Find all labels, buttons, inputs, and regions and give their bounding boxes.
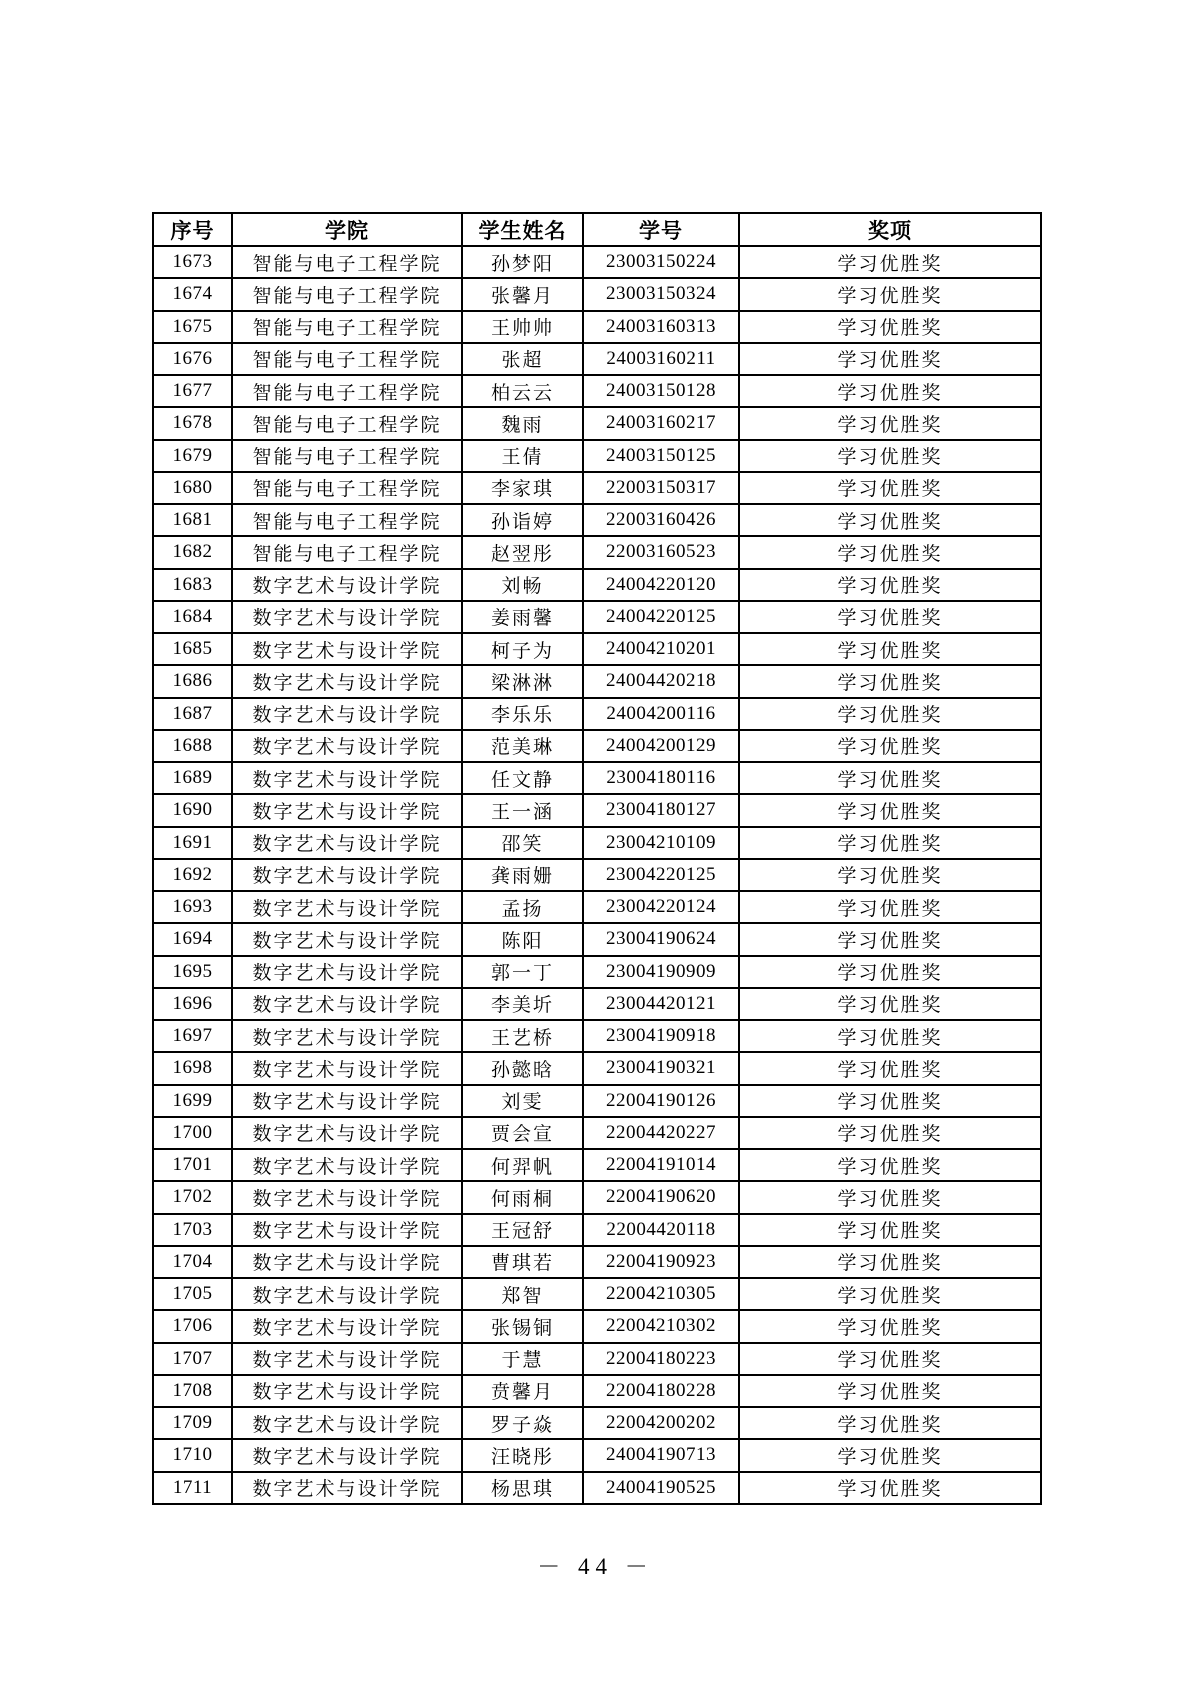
cell-college: 数字艺术与设计学院 xyxy=(232,698,462,730)
cell-student_id: 23004190909 xyxy=(583,956,739,988)
cell-student_id: 24004190713 xyxy=(583,1439,739,1471)
cell-college: 数字艺术与设计学院 xyxy=(232,988,462,1020)
cell-student_id: 22004200202 xyxy=(583,1407,739,1439)
cell-student_id: 24003150128 xyxy=(583,375,739,407)
cell-name: 何羿帆 xyxy=(462,1149,583,1181)
table-row xyxy=(153,762,1041,794)
cell-student_id: 22004180223 xyxy=(583,1343,739,1375)
cell-college: 数字艺术与设计学院 xyxy=(232,1375,462,1407)
cell-student_id: 23003150324 xyxy=(583,278,739,310)
cell-index: 1686 xyxy=(153,665,232,697)
cell-name: 郑智 xyxy=(462,1278,583,1310)
award-table-container xyxy=(152,212,1042,1505)
cell-name: 曹琪若 xyxy=(462,1246,583,1278)
cell-student_id: 23004220124 xyxy=(583,891,739,923)
cell-index: 1689 xyxy=(153,762,232,794)
cell-award: 学习优胜奖 xyxy=(739,891,1041,923)
cell-award: 学习优胜奖 xyxy=(739,1310,1041,1342)
cell-name: 王冠舒 xyxy=(462,1214,583,1246)
cell-name: 杨思琪 xyxy=(462,1472,583,1505)
table-row xyxy=(153,1085,1041,1117)
column-header-student-id: 学号 xyxy=(583,213,739,246)
cell-award: 学习优胜奖 xyxy=(739,536,1041,568)
cell-award: 学习优胜奖 xyxy=(739,311,1041,343)
cell-student_id: 22004190126 xyxy=(583,1085,739,1117)
cell-award: 学习优胜奖 xyxy=(739,246,1041,278)
cell-student_id: 22004190620 xyxy=(583,1181,739,1213)
cell-student_id: 22004180228 xyxy=(583,1375,739,1407)
table-row xyxy=(153,859,1041,891)
column-header-name: 学生姓名 xyxy=(462,213,583,246)
cell-index: 1705 xyxy=(153,1278,232,1310)
cell-name: 孟扬 xyxy=(462,891,583,923)
cell-index: 1683 xyxy=(153,569,232,601)
cell-college: 智能与电子工程学院 xyxy=(232,504,462,536)
cell-name: 王帅帅 xyxy=(462,311,583,343)
cell-student_id: 24004220125 xyxy=(583,601,739,633)
cell-college: 智能与电子工程学院 xyxy=(232,407,462,439)
cell-student_id: 22004190923 xyxy=(583,1246,739,1278)
table-row xyxy=(153,988,1041,1020)
page-number: － 44 － xyxy=(537,1554,654,1579)
cell-name: 刘雯 xyxy=(462,1085,583,1117)
cell-index: 1710 xyxy=(153,1439,232,1471)
header-row xyxy=(153,213,1041,246)
cell-award: 学习优胜奖 xyxy=(739,988,1041,1020)
table-row xyxy=(153,827,1041,859)
cell-student_id: 22004210302 xyxy=(583,1310,739,1342)
cell-award: 学习优胜奖 xyxy=(739,1343,1041,1375)
cell-college: 数字艺术与设计学院 xyxy=(232,1020,462,1052)
cell-student_id: 23004210109 xyxy=(583,827,739,859)
cell-index: 1673 xyxy=(153,246,232,278)
cell-index: 1675 xyxy=(153,311,232,343)
table-row xyxy=(153,1181,1041,1213)
cell-student_id: 23004190624 xyxy=(583,923,739,955)
cell-award: 学习优胜奖 xyxy=(739,278,1041,310)
cell-name: 王艺桥 xyxy=(462,1020,583,1052)
cell-college: 数字艺术与设计学院 xyxy=(232,923,462,955)
cell-award: 学习优胜奖 xyxy=(739,633,1041,665)
cell-college: 数字艺术与设计学院 xyxy=(232,633,462,665)
cell-college: 智能与电子工程学院 xyxy=(232,343,462,375)
cell-student_id: 24004200129 xyxy=(583,730,739,762)
cell-college: 数字艺术与设计学院 xyxy=(232,730,462,762)
cell-name: 李家琪 xyxy=(462,472,583,504)
cell-index: 1692 xyxy=(153,859,232,891)
cell-award: 学习优胜奖 xyxy=(739,956,1041,988)
cell-name: 罗子焱 xyxy=(462,1407,583,1439)
table-row xyxy=(153,665,1041,697)
cell-college: 数字艺术与设计学院 xyxy=(232,762,462,794)
cell-college: 数字艺术与设计学院 xyxy=(232,1439,462,1471)
cell-name: 张超 xyxy=(462,343,583,375)
award-table-body xyxy=(153,246,1041,1504)
cell-name: 汪晓彤 xyxy=(462,1439,583,1471)
cell-index: 1678 xyxy=(153,407,232,439)
cell-college: 数字艺术与设计学院 xyxy=(232,1149,462,1181)
cell-college: 数字艺术与设计学院 xyxy=(232,859,462,891)
cell-college: 智能与电子工程学院 xyxy=(232,375,462,407)
cell-college: 数字艺术与设计学院 xyxy=(232,1472,462,1505)
cell-name: 姜雨馨 xyxy=(462,601,583,633)
cell-college: 数字艺术与设计学院 xyxy=(232,1246,462,1278)
cell-award: 学习优胜奖 xyxy=(739,665,1041,697)
cell-award: 学习优胜奖 xyxy=(739,569,1041,601)
cell-index: 1684 xyxy=(153,601,232,633)
cell-name: 李美圻 xyxy=(462,988,583,1020)
cell-student_id: 24004200116 xyxy=(583,698,739,730)
cell-award: 学习优胜奖 xyxy=(739,1407,1041,1439)
cell-college: 数字艺术与设计学院 xyxy=(232,1214,462,1246)
cell-award: 学习优胜奖 xyxy=(739,504,1041,536)
cell-name: 邵笑 xyxy=(462,827,583,859)
cell-award: 学习优胜奖 xyxy=(739,1439,1041,1471)
cell-college: 数字艺术与设计学院 xyxy=(232,956,462,988)
cell-name: 孙梦阳 xyxy=(462,246,583,278)
table-row xyxy=(153,1214,1041,1246)
table-row xyxy=(153,440,1041,472)
cell-student_id: 22004420227 xyxy=(583,1117,739,1149)
table-row xyxy=(153,1246,1041,1278)
award-table-header xyxy=(153,213,1041,246)
column-header-award: 奖项 xyxy=(739,213,1041,246)
cell-index: 1685 xyxy=(153,633,232,665)
table-row xyxy=(153,472,1041,504)
cell-index: 1676 xyxy=(153,343,232,375)
cell-student_id: 23004420121 xyxy=(583,988,739,1020)
cell-award: 学习优胜奖 xyxy=(739,923,1041,955)
cell-index: 1693 xyxy=(153,891,232,923)
cell-student_id: 22003160523 xyxy=(583,536,739,568)
cell-index: 1687 xyxy=(153,698,232,730)
column-header-college: 学院 xyxy=(232,213,462,246)
cell-student_id: 24003160211 xyxy=(583,343,739,375)
table-row xyxy=(153,794,1041,826)
cell-index: 1691 xyxy=(153,827,232,859)
table-row xyxy=(153,246,1041,278)
cell-name: 何雨桐 xyxy=(462,1181,583,1213)
table-row xyxy=(153,1117,1041,1149)
cell-student_id: 23004180127 xyxy=(583,794,739,826)
cell-college: 数字艺术与设计学院 xyxy=(232,569,462,601)
cell-name: 贲馨月 xyxy=(462,1375,583,1407)
cell-index: 1696 xyxy=(153,988,232,1020)
cell-college: 数字艺术与设计学院 xyxy=(232,1052,462,1084)
cell-college: 数字艺术与设计学院 xyxy=(232,1407,462,1439)
cell-award: 学习优胜奖 xyxy=(739,1149,1041,1181)
cell-student_id: 24004420218 xyxy=(583,665,739,697)
cell-index: 1690 xyxy=(153,794,232,826)
cell-name: 刘畅 xyxy=(462,569,583,601)
cell-index: 1695 xyxy=(153,956,232,988)
cell-index: 1682 xyxy=(153,536,232,568)
table-row xyxy=(153,278,1041,310)
table-row xyxy=(153,730,1041,762)
cell-name: 柏云云 xyxy=(462,375,583,407)
cell-college: 数字艺术与设计学院 xyxy=(232,827,462,859)
cell-college: 数字艺术与设计学院 xyxy=(232,891,462,923)
table-row xyxy=(153,1149,1041,1181)
table-row xyxy=(153,407,1041,439)
cell-index: 1694 xyxy=(153,923,232,955)
cell-index: 1704 xyxy=(153,1246,232,1278)
cell-award: 学习优胜奖 xyxy=(739,601,1041,633)
table-row xyxy=(153,569,1041,601)
cell-award: 学习优胜奖 xyxy=(739,407,1041,439)
cell-name: 于慧 xyxy=(462,1343,583,1375)
cell-index: 1700 xyxy=(153,1117,232,1149)
cell-name: 梁淋淋 xyxy=(462,665,583,697)
cell-college: 智能与电子工程学院 xyxy=(232,536,462,568)
cell-name: 陈阳 xyxy=(462,923,583,955)
cell-index: 1674 xyxy=(153,278,232,310)
cell-award: 学习优胜奖 xyxy=(739,859,1041,891)
cell-name: 范美琳 xyxy=(462,730,583,762)
table-row xyxy=(153,1020,1041,1052)
table-row xyxy=(153,923,1041,955)
table-row xyxy=(153,633,1041,665)
cell-index: 1681 xyxy=(153,504,232,536)
cell-index: 1680 xyxy=(153,472,232,504)
cell-award: 学习优胜奖 xyxy=(739,1020,1041,1052)
cell-index: 1677 xyxy=(153,375,232,407)
table-row xyxy=(153,504,1041,536)
cell-college: 智能与电子工程学院 xyxy=(232,246,462,278)
cell-award: 学习优胜奖 xyxy=(739,730,1041,762)
cell-college: 数字艺术与设计学院 xyxy=(232,601,462,633)
cell-award: 学习优胜奖 xyxy=(739,1085,1041,1117)
cell-award: 学习优胜奖 xyxy=(739,1117,1041,1149)
award-table xyxy=(152,212,1042,1505)
cell-college: 数字艺术与设计学院 xyxy=(232,1278,462,1310)
cell-student_id: 23004190321 xyxy=(583,1052,739,1084)
cell-award: 学习优胜奖 xyxy=(739,472,1041,504)
table-row xyxy=(153,343,1041,375)
cell-award: 学习优胜奖 xyxy=(739,1472,1041,1505)
table-row xyxy=(153,311,1041,343)
table-row xyxy=(153,1439,1041,1471)
cell-name: 郭一丁 xyxy=(462,956,583,988)
cell-name: 王倩 xyxy=(462,440,583,472)
cell-student_id: 24004190525 xyxy=(583,1472,739,1505)
cell-award: 学习优胜奖 xyxy=(739,1181,1041,1213)
cell-index: 1697 xyxy=(153,1020,232,1052)
cell-index: 1711 xyxy=(153,1472,232,1505)
cell-college: 智能与电子工程学院 xyxy=(232,440,462,472)
cell-student_id: 24003160313 xyxy=(583,311,739,343)
cell-college: 智能与电子工程学院 xyxy=(232,311,462,343)
cell-award: 学习优胜奖 xyxy=(739,440,1041,472)
cell-index: 1701 xyxy=(153,1149,232,1181)
cell-name: 龚雨姗 xyxy=(462,859,583,891)
cell-index: 1698 xyxy=(153,1052,232,1084)
cell-award: 学习优胜奖 xyxy=(739,1246,1041,1278)
cell-student_id: 23004220125 xyxy=(583,859,739,891)
cell-award: 学习优胜奖 xyxy=(739,375,1041,407)
cell-index: 1709 xyxy=(153,1407,232,1439)
cell-award: 学习优胜奖 xyxy=(739,794,1041,826)
cell-college: 智能与电子工程学院 xyxy=(232,278,462,310)
cell-name: 赵翌彤 xyxy=(462,536,583,568)
cell-student_id: 22003150317 xyxy=(583,472,739,504)
table-row xyxy=(153,1278,1041,1310)
cell-name: 孙诣婷 xyxy=(462,504,583,536)
cell-name: 柯子为 xyxy=(462,633,583,665)
table-row xyxy=(153,1343,1041,1375)
cell-index: 1688 xyxy=(153,730,232,762)
cell-student_id: 24004210201 xyxy=(583,633,739,665)
cell-student_id: 24004220120 xyxy=(583,569,739,601)
table-row xyxy=(153,1052,1041,1084)
column-header-index: 序号 xyxy=(153,213,232,246)
table-row xyxy=(153,1310,1041,1342)
cell-student_id: 24003160217 xyxy=(583,407,739,439)
cell-name: 贾会宣 xyxy=(462,1117,583,1149)
cell-award: 学习优胜奖 xyxy=(739,827,1041,859)
cell-college: 数字艺术与设计学院 xyxy=(232,794,462,826)
cell-award: 学习优胜奖 xyxy=(739,698,1041,730)
cell-award: 学习优胜奖 xyxy=(739,1214,1041,1246)
cell-college: 数字艺术与设计学院 xyxy=(232,1310,462,1342)
cell-college: 数字艺术与设计学院 xyxy=(232,1085,462,1117)
cell-index: 1706 xyxy=(153,1310,232,1342)
table-row xyxy=(153,956,1041,988)
cell-award: 学习优胜奖 xyxy=(739,1278,1041,1310)
cell-name: 张馨月 xyxy=(462,278,583,310)
cell-student_id: 22004210305 xyxy=(583,1278,739,1310)
cell-index: 1702 xyxy=(153,1181,232,1213)
cell-name: 任文静 xyxy=(462,762,583,794)
table-row xyxy=(153,1472,1041,1505)
cell-name: 王一涵 xyxy=(462,794,583,826)
table-row xyxy=(153,601,1041,633)
table-row xyxy=(153,1375,1041,1407)
table-row xyxy=(153,1407,1041,1439)
cell-award: 学习优胜奖 xyxy=(739,762,1041,794)
cell-index: 1707 xyxy=(153,1343,232,1375)
cell-index: 1703 xyxy=(153,1214,232,1246)
cell-name: 张锡铜 xyxy=(462,1310,583,1342)
cell-college: 数字艺术与设计学院 xyxy=(232,665,462,697)
cell-index: 1708 xyxy=(153,1375,232,1407)
cell-award: 学习优胜奖 xyxy=(739,1375,1041,1407)
table-row xyxy=(153,536,1041,568)
table-row xyxy=(153,698,1041,730)
cell-student_id: 22003160426 xyxy=(583,504,739,536)
cell-college: 数字艺术与设计学院 xyxy=(232,1343,462,1375)
cell-name: 孙懿晗 xyxy=(462,1052,583,1084)
cell-student_id: 23004190918 xyxy=(583,1020,739,1052)
cell-award: 学习优胜奖 xyxy=(739,343,1041,375)
cell-student_id: 23003150224 xyxy=(583,246,739,278)
cell-college: 智能与电子工程学院 xyxy=(232,472,462,504)
table-row xyxy=(153,375,1041,407)
cell-student_id: 23004180116 xyxy=(583,762,739,794)
cell-name: 李乐乐 xyxy=(462,698,583,730)
cell-index: 1699 xyxy=(153,1085,232,1117)
cell-student_id: 22004420118 xyxy=(583,1214,739,1246)
cell-student_id: 24003150125 xyxy=(583,440,739,472)
table-row xyxy=(153,891,1041,923)
cell-name: 魏雨 xyxy=(462,407,583,439)
cell-award: 学习优胜奖 xyxy=(739,1052,1041,1084)
cell-college: 数字艺术与设计学院 xyxy=(232,1181,462,1213)
cell-college: 数字艺术与设计学院 xyxy=(232,1117,462,1149)
cell-student_id: 22004191014 xyxy=(583,1149,739,1181)
cell-index: 1679 xyxy=(153,440,232,472)
